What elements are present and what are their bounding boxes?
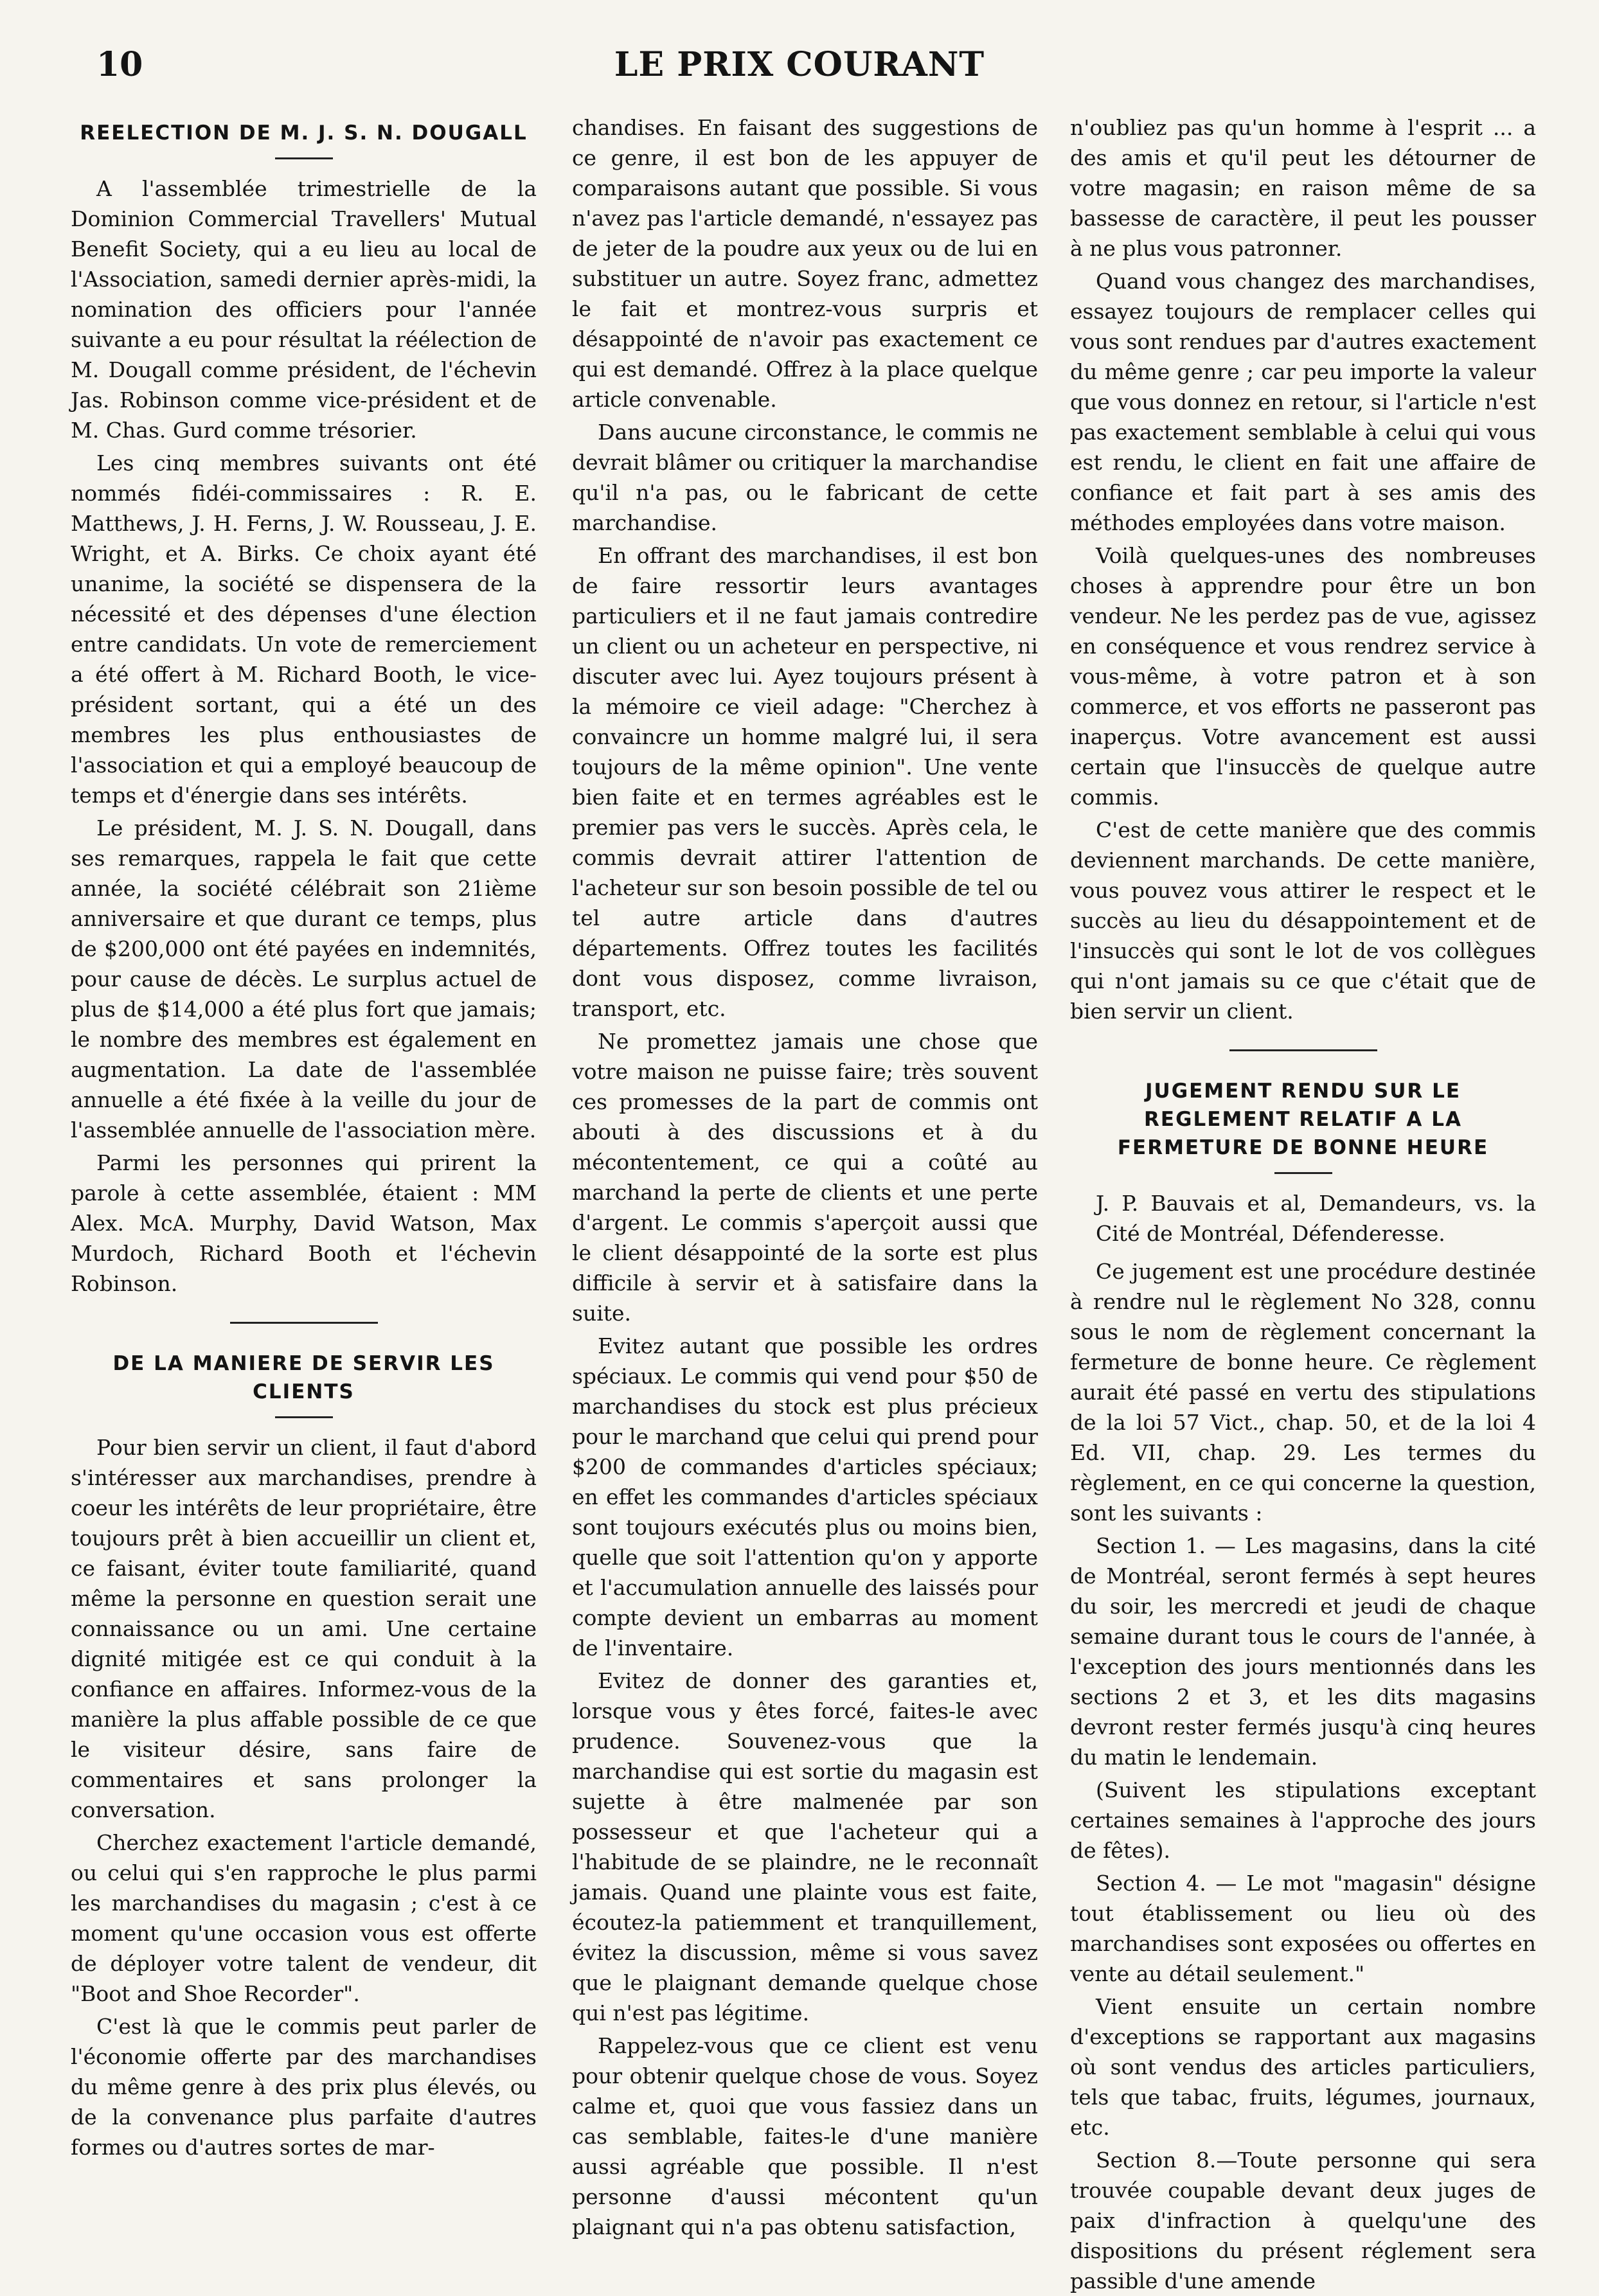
article2-paragraph: Voilà quelques-unes des nombreuses choses à apprendre pour être un bon vendeur. Ne les perdez pas de vue, agissez en conséquence et vous rendrez service à vous-même, à votre patron et à son commerce, et vos efforts ne passeront pas inaperçus. Votre avancement est aussi certain que l'insuccès de quelque autre commis. (1070, 543, 1536, 810)
headline-rule (1274, 1172, 1332, 1174)
article2-paragraph: Pour bien servir un client, il faut d'abord s'intéresser aux marchandises, prendre à coeur les intérêts de leur propriétaire, être toujours prêt à bien accueillir un client et, ce faisant, éviter toute familiarité, quand même la personne en question serait une connaissance ou un ami. Une certaine dignité mitigée est ce qui conduit à la confiance en affaires. Informez-vous de la manière la plus affable possible de ce que le visiteur désire, sans faire de commentaires et sans prolonger la conversation. (71, 1435, 537, 1822)
article2-paragraph: En offrant des marchandises, il est bon de faire ressortir leurs avantages particuliers et il ne faut jamais contredire un client ou un acheteur en perspective, ni discuter avec lui. Ayez toujours présent à la mémoire ce vieil adage: "Cherchez à convaincre un homme malgré lui, il sera toujours de la même opinion". Une vente bien faite et en termes agréables est le premier pas vers le succès. Après cela, le commis devrait attirer l'attention de l'acheteur sur son besoin possible de tel ou tel autre article dans d'autres départements. Offrez toutes les facilités dont vous disposez, comme livraison, transport, etc. (572, 543, 1038, 1021)
article1-paragraph: Les cinq membres suivants ont été nommés fidéi-commissaires : R. E. Matthews, J. H. Ferns, J. W. Rousseau, J. E. Wright, et A. Birks. Ce choix ayant été unanime, la société se dispensera de la nécessité et des dépenses d'une élection entre candidats. Un vote de remerciement a été offert à M. Richard Booth, le vice-président sortant, qui a été un des membres les plus enthousiastes de l'association et qui a employé beaucoup de temps et d'énergie dans ses intérêts. (71, 450, 537, 808)
article3-paragraph: Section 4. — Le mot "magasin" désigne tout établissement ou lieu où des marchandises sont exposées ou offertes en vente au détail seulement." (1070, 1871, 1536, 1986)
article2-paragraph: Evitez autant que possible les ordres spéciaux. Le commis qui vend pour $50 de marchandises du stock est plus précieux pour le marchand que celui qui prend pour $200 de commandes d'articles spéciaux; en effet les commandes d'articles spéciaux sont toujours exécutés plus ou moins bien, quelle que soit l'attention qu'on y apporte et l'accumulation annuelle des laissés pour compte devient un embarras au moment de l'inventaire. (572, 1333, 1038, 1660)
article3-paragraph: Section 8.—Toute personne qui sera trouvée coupable devant deux juges de paix d'infraction à quelqu'une des dispositions du présent réglement sera passible d'une amende (1070, 2148, 1536, 2293)
article3-paragraph: Ce jugement est une procédure destinée à rendre nul le règlement No 328, connu sous le nom de règlement concernant la fermeture de bonne heure. Ce règlement aurait été passé en vertu des stipulations de la loi 57 Vict., chap. 50, et de la loi 4 Ed. VII, chap. 29. Les termes du règlement, en ce qui concerne la question, sont les suivants : (1070, 1259, 1536, 1526)
headline-rule (275, 157, 333, 159)
publication-title: LE PRIX COURANT (614, 45, 985, 84)
column-1 (71, 112, 537, 2201)
headline-rule (275, 1416, 333, 1418)
article3-paragraph: Section 1. — Les magasins, dans la cité de Montréal, seront fermés à sept heures du soir, les mercredi et jeudi de chaque semaine durant tous le cours de l'année, à l'exception des jours mentionnés dans les sections 2 et 3, et les dits magasins devront rester fermés jusqu'à cinq heures du matin le lendemain. (1070, 1533, 1536, 1770)
article2-paragraph: Rappelez-vous que ce client est venu pour obtenir quelque chose de vous. Soyez calme et, quoi que vous fassiez dans un cas semblable, faites-le d'une manière aussi agréable que possible. Il n'est personne d'aussi mécontent qu'un plaignant qui n'a pas obtenu satisfaction, (572, 2033, 1038, 2239)
article2-headline: DE LA MANIERE DE SERVIR LES CLIENTS (112, 1352, 495, 1403)
article2-paragraph: Evitez de donner des garanties et, lorsque vous y êtes forcé, faites-le avec prudence. Souvenez-vous que la marchandise qui est sortie du magasin est sujette à être malmenée par son possesseur et que l'acheteur qui a l'habitude de se plaindre, ne le reconnaît jamais. Quand une plainte vous est faite, écoutez-la patiemment et tranquillement, évitez la discussion, même si vous savez que le plaignant demande quelque chose qui n'est pas légitime. (572, 1668, 1038, 2025)
article2-paragraph: Dans aucune circonstance, le commis ne devrait blâmer ou critiquer la marchandise qu'il n'a pas, ou le fabricant de cette marchandise. (572, 420, 1038, 535)
article3-byline: J. P. Bauvais et al, Demandeurs, vs. la Cité de Montréal, Défenderesse. (1096, 1191, 1536, 1246)
article2-paragraph: chandises. En faisant des suggestions de ce genre, il est bon de les appuyer de comparaisons autant que possible. Si vous n'avez pas l'article demandé, n'essayez pas de jeter de la poudre aux yeux ou de lui en substituer un autre. Soyez franc, admettez le fait et montrez-vous surpris et désappointé de n'avoir pas exactement ce qui est demandé. Offrez à la place quelque article convenable. (572, 115, 1038, 412)
article3-paragraph: (Suivent les stipulations exceptant certaines semaines à l'approche des jours de fêtes). (1070, 1777, 1536, 1863)
page-number: 10 (96, 45, 143, 84)
article3-headline: JUGEMENT RENDU SUR LE REGLEMENT RELATIF A LA FERMETURE DE BONNE HEURE (1117, 1080, 1489, 1159)
article2-paragraph: Quand vous changez des marchandises, essayez toujours de remplacer celles qui vous sont rendues par d'autres exactement du même genre ; car peu importe la valeur que vous donnez en retour, si l'article n'est pas exactement semblable à celui qui vous est rendu, le client en fait une affaire de confiance et fait part à ses amis des méthodes employées dans votre maison. (1070, 269, 1536, 535)
article-separator (1229, 1049, 1377, 1051)
article1-headline: REELECTION DE M. J. S. N. DOUGALL (80, 121, 528, 145)
column-3 (1070, 112, 1536, 2293)
article1-paragraph: Le président, M. J. S. N. Dougall, dans ses remarques, rappela le fait que cette année, la société célébrait son 21ième anniversaire et que durant ce temps, plus de $200,000 ont été payées en indemnités, pour cause de décès. Le surplus actuel de plus de $14,000 a été plus fort que jamais; le nombre des membres est également en augmentation. La date de l'assemblée annuelle a été fixée à la veille du jour de l'assemblée annuelle de l'association mère. (71, 815, 537, 1143)
article2-paragraph: Ne promettez jamais une chose que votre maison ne puisse faire; très souvent ces promesses de la part de commis ont abouti à des discussions et à du mécontentement, ce qui a coûté au marchand la perte de clients et une perte d'argent. Le commis s'aperçoit aussi que le client désappointé de la sorte est plus difficile à servir et à satisfaire dans la suite. (572, 1029, 1038, 1326)
article2-paragraph: n'oubliez pas qu'un homme à l'esprit ... a des amis et qu'il peut les détourner de votre magasin; en raison même de sa bassesse de caractère, il peut les pousser à ne plus vous patronner. (1070, 115, 1536, 261)
article3-paragraph: Vient ensuite un certain nombre d'exceptions se rapportant aux magasins où sont vendus des articles particuliers, tels que tabac, fruits, légumes, journaux, etc. (1070, 1994, 1536, 2140)
article2-paragraph: C'est de cette manière que des commis deviennent marchands. De cette manière, vous pouvez vous attirer le respect et le succès au lieu du désappointement et de l'insuccès qui sont le lot de vos collègues qui n'ont jamais su ce que c'était que de bien servir un client. (1070, 817, 1536, 1024)
article-separator (230, 1322, 378, 1324)
article1-paragraph: A l'assemblée trimestrielle de la Dominion Commercial Travellers' Mutual Benefit Society, qui a eu lieu au local de l'Association, samedi dernier après-midi, la nomination des officiers pour l'année suivante a eu pour résultat la réélection de M. Dougall comme président, de l'échevin Jas. Robinson comme vice-président et de M. Chas. Gurd comme trésorier. (71, 176, 537, 443)
article2-paragraph: Cherchez exactement l'article demandé, ou celui qui s'en rapproche le plus parmi les marchandises du magasin ; c'est à ce moment qu'une occasion vous est offerte de déployer votre talent de vendeur, dit "Boot and Shoe Recorder". (71, 1830, 537, 2006)
article2-paragraph: C'est là que le commis peut parler de l'économie offerte par des marchandises du même genre à des prix plus élevés, ou de la convenance plus parfaite d'autres formes ou d'autres sortes de mar- (71, 2014, 537, 2160)
article1-paragraph: Parmi les personnes qui prirent la parole à cette assemblée, étaient : MM Alex. McA. Murphy, David Watson, Max Murdoch, Richard Booth et l'échevin Robinson. (71, 1150, 537, 1296)
column-2 (572, 112, 1038, 2239)
